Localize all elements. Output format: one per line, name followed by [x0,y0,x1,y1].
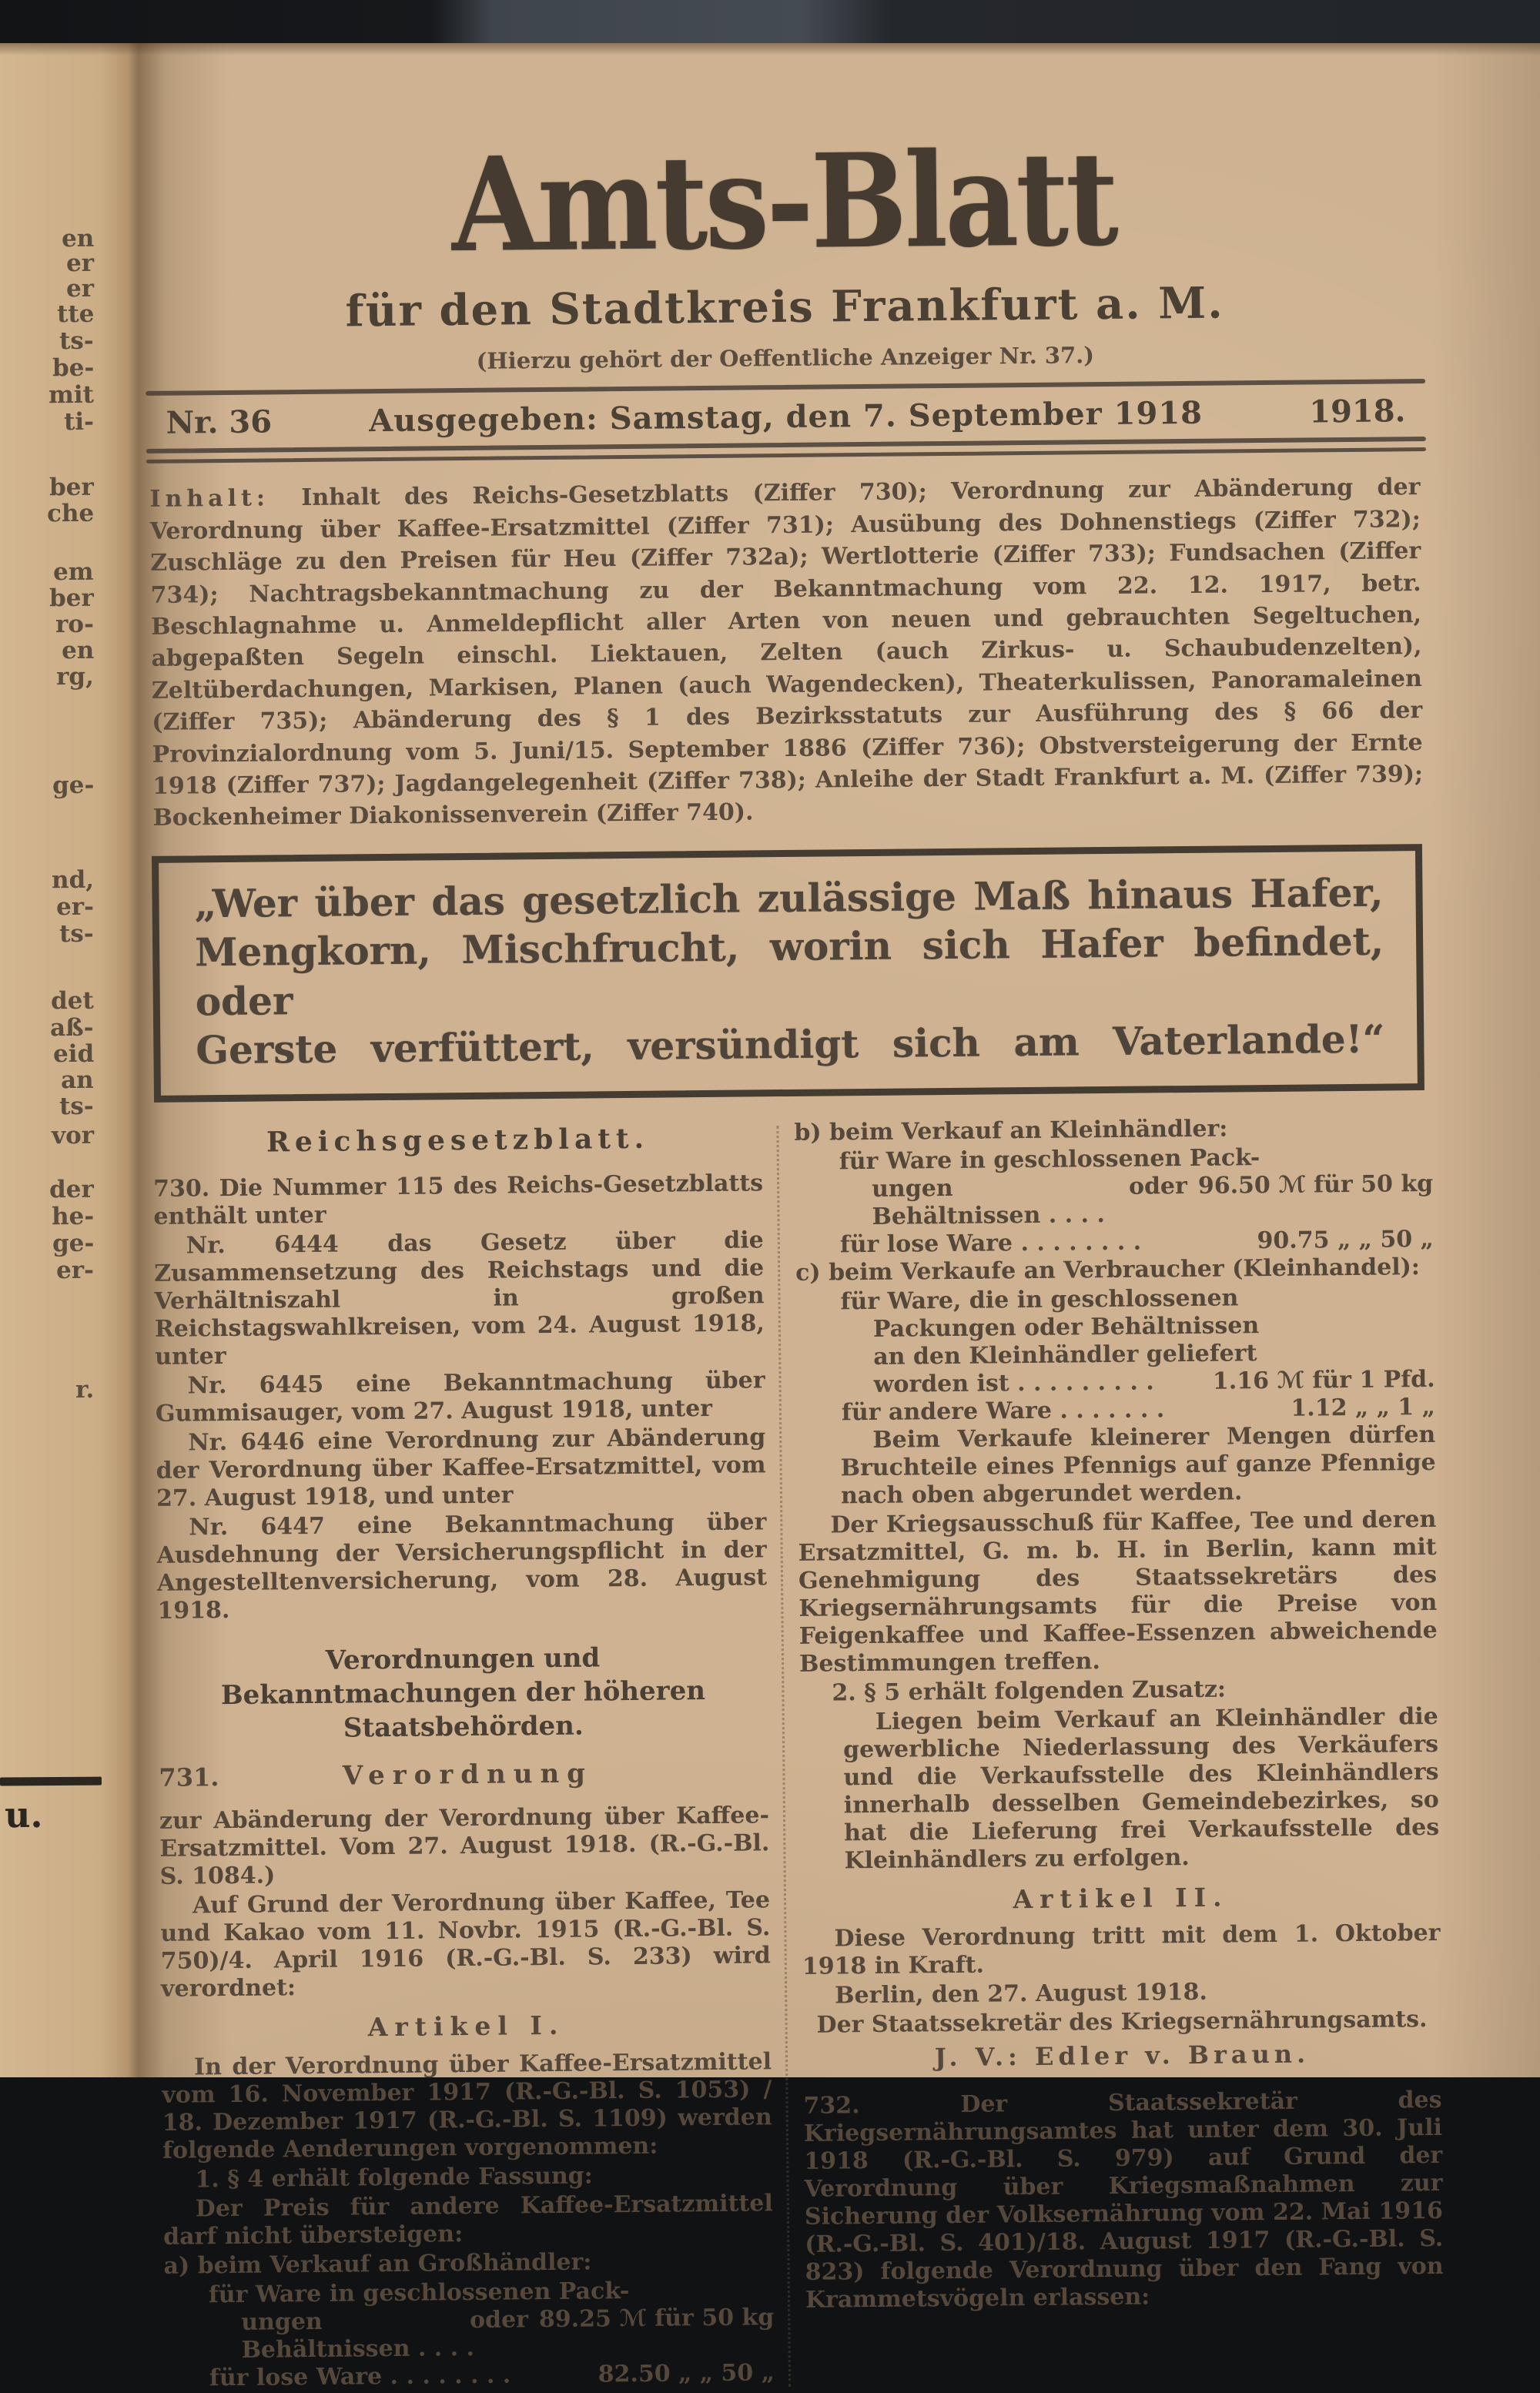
list-item-b: b) beim Verkauf an Kleinhändler: [794,1115,1228,1146]
price-label: für lose Ware . . . . . . . . [839,1228,1142,1259]
paragraph-kriegsausschuss: Der Kriegsausschuß für Kaffee, Tee und deren Ersatzmittel, G. m. b. H. in Berlin, kann mit Genehmigung des Staatssekretärs des Kriegsernährungsamts für die Preise von Feigenkaffee und Kaffee-Essenzen abweichende Bestimmungen treffen. [798,1505,1438,1678]
folded-page-edge [0,43,139,2077]
paragraph-nr6445: Nr. 6445 eine Bekanntmachung über Gummisauger, vom 27. August 1918, unter [155,1367,765,1427]
right-column [783,1113,1445,2387]
price-line-intro: für Ware, die in geschlossenen [840,1284,1239,1316]
price-value: 90.75 „ „ 50 „ [1257,1225,1434,1254]
section-heading-verordnungen: Verordnungen und Bekanntmachungen der höheren Staatsbehörden. [220,1642,706,1744]
paper-sheet [0,43,1540,2392]
price-line [795,1170,1434,1232]
margin-fragment: u. [4,1793,43,1836]
price-value: 82.50 „ „ 50 „ [598,2359,775,2388]
price-line [164,2304,775,2365]
table-of-contents [149,471,1423,834]
margin-fragment: en [61,636,95,665]
margin-fragment: ro- [55,610,95,639]
margin-fragment: ge- [52,771,95,800]
slogan-line: Mengkorn, Mischfrucht, worin sich Hafer befindet, oder [194,918,1384,1025]
price-line-intro: für Ware in geschlossenen Pack- [839,1143,1260,1176]
price-line-intro: für Ware in geschlossenen Pack- [208,2277,630,2309]
paragraph-par5: 2. § 5 erhält folgenden Zusatz: [832,1675,1227,1707]
margin-fragment: ts- [59,326,95,356]
price-label: worden ist . . . . . . . . . [873,1368,1154,1398]
section-heading-reichsgesetzblatt: Reichsgesetzblatt. [266,1122,650,1159]
paragraph-nr6446: Nr. 6446 eine Verordnung zur Abänderung der Verordnung über Kaffee-Ersatzmittel, vom 27. August 1918, und unter [156,1424,766,1512]
margin-fragment [0,1777,102,1786]
slogan-box [152,844,1424,1103]
left-column [152,1120,784,2393]
paragraph-preis: Der Preis für andere Kaffee-Ersatzmittel darf nicht übersteigen: [163,2190,773,2251]
paragraph-bruchteile: Beim Verkaufe kleinerer Mengen dürfen Bruchteile eines Pfennigs auf ganze Pfennige nach oben abgerundet werden. [840,1421,1436,1510]
paragraph-inder: In der Verordnung über Kaffee-Ersatzmittel vom 16. November 1917 (R.-G.-Bl. S. 1053) / 18. Dezember 1917 (R.-G.-Bl. S. 1109) werden folgende Aenderungen vorgenommen: [162,2048,772,2164]
margin-fragment: be- [52,353,95,383]
year-label: 1918. [1309,393,1406,430]
price-value: 96.50 ℳ für 50 kg [1197,1170,1434,1200]
paragraph-liegen: Liegen beim Verkauf an Kleinhändler die gewerbliche Niederlassung des Verkäufers und die Verkaufsstelle des Kleinhändlers innerhalb desselben Gemeindebezirkes, so hat die Lieferung frei Verkaufsstelle des Kleinhändlers zu erfolgen. [842,1702,1440,1875]
paragraph-730: 730. Die Nummer 115 des Reichs-Gesetzblatts enthält unter [152,1170,764,1230]
margin-fragment: ti- [63,407,95,437]
contents-text: Inhalt des Reichs-Gesetzblatts (Ziffer 730); Verordnung zur Abänderung der Verordnung über Kaffee-Ersatzmittel (Ziffer 731); Ausübung des Dohnenstiegs (Ziffer 732); Zuschläge zu den Preisen für Heu (Ziffer 732a); Wertlotterie (Ziffer 733); Fundsachen (Ziffer 734); Nachtragsbekanntmachung zu der Bekanntmachung vom 22. 12. 1917, betr. Beschlagnahme u. Anmeldepflicht aller Arten von neuen und gebrauchten Segeltuchen, abgepaßten Segeln einschl. Liektauen, Zelten (auch Zirkus- u. Schaubudenzelten), Zeltüberdachungen, Markisen, Planen (auch Wagendecken), Theaterkulissen, Panoramaleinen (Ziffer 735); Abänderung des § 1 des Bezirksstatuts zur Ausführung des § 66 der Provinzialordnung vom 5. Juni/15. September 1886 (Ziffer 736); Obstversteigerung der Ernte 1918 (Ziffer 737); Jagdangelegenheit (Ziffer 738); Anleihe der Stadt Frankfurt a. M. (Ziffer 739); Bockenheimer Diakonissenverein (Ziffer 740). [149,474,1424,832]
paragraph-732: 732. Der Staatssekretär des Kriegsernährungsamtes hat unter dem 30. Juli 1918 (R.-G.-Bl. S. 979) auf Grund der Verordnung über Kriegsmaßnahmen zur Sicherung der Volksernährung vom 22. Mai 1916 (R.-G.-Bl. S. 401)/18. August 1917 (R.-G.-Bl. S. 823) folgende Verordnung über den Fang von Krammetsvögeln erlassen: [803,2086,1444,2314]
paragraph-nr6444: Nr. 6444 das Gesetz über die Zusammensetzung des Reichstags und die Verhältniszahl in großen Reichstagswahlkreisen, vom 24. August 1918, unter [154,1227,765,1371]
artikel-2-heading: Artikel II. [1013,1882,1229,1914]
slogan-line: „Wer über das gesetzlich zulässige Maß hinaus Hafer, [194,869,1384,927]
margin-fragment: er [65,274,95,303]
margin-fragment: en [61,224,95,253]
price-value: 1.16 ℳ für 1 Pfd. [1212,1365,1435,1395]
margin-fragment: aß- [50,1013,95,1043]
margin-fragment: tte [56,300,95,329]
margin-fragment: er- [55,892,95,922]
margin-fragment: er- [55,1256,95,1285]
list-item-a: a) beim Verkauf an Großhändler: [163,2248,592,2280]
margin-fragment: an [61,1066,95,1095]
margin-fragment: der [49,1175,95,1204]
paragraph-berlin-date: Berlin, den 27. August 1918. [835,1979,1208,2010]
margin-fragment: rg, [56,662,95,691]
price-value: 1.12 „ „ 1 „ [1291,1393,1436,1422]
paragraph-inkraft: Diese Verordnung tritt mit dem 1. Oktober 1918 in Kraft. [802,1919,1441,1981]
margin-fragment: r. [75,1375,95,1404]
paragraph-par4: 1. § 4 erhält folgende Fassung: [195,2162,593,2194]
journal-subtitle: für den Stadtkreis Frankfurt a. M. [345,277,1225,337]
verordnung-heading: Verordnung [342,1758,594,1792]
margin-fragment: ge- [52,1229,95,1258]
price-line-intro: Packungen oder Behältnissen [872,1311,1260,1343]
price-label: ungen oder Behältnissen . . . . [871,1172,1188,1230]
publication-date: Ausgegeben: Samstag, den 7. September 1918 [368,395,1204,440]
slogan-line: Gerste verfüttert, versündigt sich am Vaterlande!“ [196,1016,1385,1073]
verordnung-subtitle: zur Abänderung der Verordnung über Kaffee-Ersatzmittel. Vom 27. August 1918. (R.-G.-Bl. S. 1084.) [159,1802,770,1891]
masthead [143,122,1425,377]
masthead-note: (Hierzu gehört der Oeffentliche Anzeiger Nr. 37.) [476,342,1095,375]
issue-number: Nr. 36 [166,403,273,442]
price-label: ungen oder Behältnissen . . . . [241,2306,529,2364]
margin-fragment: ts- [59,919,95,949]
price-line-intro: an den Kleinhändler geliefert [873,1339,1257,1371]
two-column-body [152,1113,1445,2393]
printed-content [143,122,1445,2393]
margin-fragment: ber [49,584,95,613]
paragraph-staatssekretaer: Der Staatssekretär des Kriegsernährungsamts. [816,2006,1428,2039]
margin-fragment: ber [49,473,95,502]
artikel-1-heading: Artikel I. [367,2010,565,2043]
margin-fragment: ts- [59,1092,95,1121]
margin-fragment: mit [48,380,95,410]
margin-fragment: vor [51,1121,95,1150]
price-label: für andere Ware . . . . . . . [841,1396,1165,1427]
price-line [165,2359,775,2393]
margin-fragment: det [51,986,95,1016]
item-731-heading [159,1757,768,1794]
signature-line: J. V.: Edler v. Braun. [934,2039,1311,2073]
margin-fragment: he- [51,1202,95,1231]
list-item-c: c) beim Verkaufe an Verbraucher (Kleinhandel): [795,1253,1421,1287]
margin-fragment: em [53,557,95,587]
contents-label: Inhalt: [149,484,270,514]
margin-fragment: che [46,499,95,528]
item-number: 731. [159,1762,219,1793]
journal-title: Amts-Blatt [450,122,1116,282]
paragraph-nr6447: Nr. 6447 eine Bekanntmachung über Ausdehnung der Versicherungspflicht in der Angestelltenversicherung, vom 28. August 1918. [156,1508,768,1625]
price-value: 89.25 ℳ für 50 kg [538,2304,775,2334]
margin-fragment: nd, [51,865,95,895]
price-label: für lose Ware . . . . . . . . [209,2361,511,2392]
margin-fragment: er [65,249,95,278]
margin-fragment: eid [52,1039,95,1069]
paragraph-aufgrund: Auf Grund der Verordnung über Kaffee, Tee und Kakao vom 11. Novbr. 1915 (R.-G.-Bl. S. 750)/4. April 1916 (R.-G.-Bl. S. 233) wird verordnet: [160,1886,771,2003]
scan-background-band [0,0,1540,43]
